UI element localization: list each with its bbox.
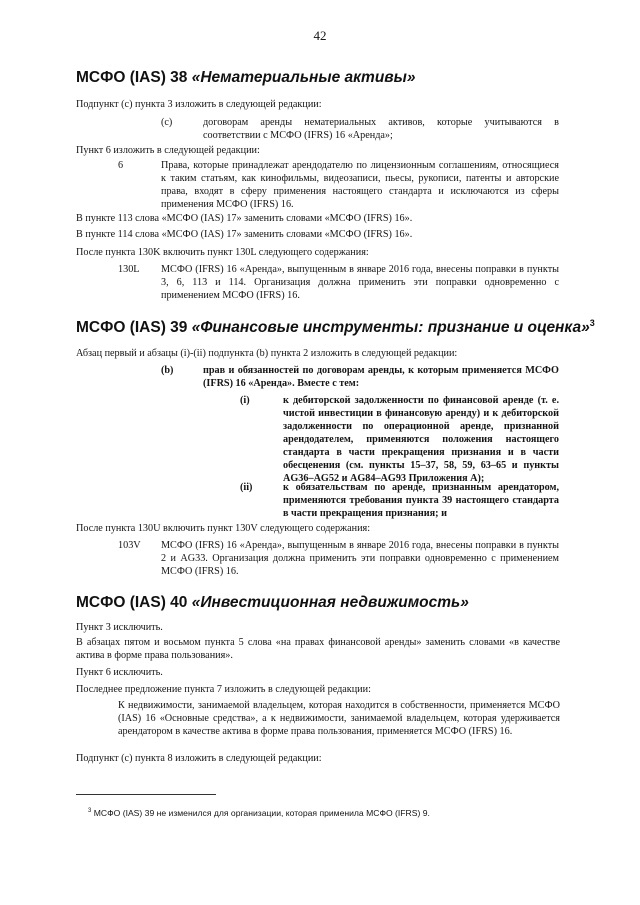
footnote-divider (76, 794, 216, 795)
page-number: 42 (313, 28, 327, 43)
section-heading-ias38 (76, 69, 416, 87)
paragraph: После пункта 130U включить пункт 130V следующего содержания: (76, 523, 371, 534)
paragraph: Пункт 6 исключить. (76, 667, 163, 678)
item-text: договорам аренды нематериальных активов, которые учитываются в соответствии с МСФО (IFRS) 16 «Аренда»; (203, 117, 559, 141)
paragraph: Подпункт (c) пункта 3 изложить в следующей редакции: (76, 99, 322, 110)
paragraph: Абзац первый и абзацы (i)-(ii) подпункта (b) пункта 2 изложить в следующей редакции: (76, 348, 458, 359)
item-label: (c) (161, 117, 173, 128)
paragraph: После пункта 130K включить пункт 130L следующего содержания: (76, 247, 369, 258)
footnote-marker: 3 (88, 808, 92, 814)
quoted-text: К недвижимости, занимаемой владельцем, которая находится в собственности, применяется МСФО (IAS) 16 «Основные средства», а к недвижимости, занимаемой владельцем, которая удерживается арендатором в качестве актива в форме права пользования, применяется МСФО (IFRS) 16. (118, 700, 560, 737)
paragraph: В пункте 114 слова «МСФО (IAS) 17» заменить словами «МСФО (IFRS) 16». (76, 229, 413, 240)
item-label: 103V (118, 540, 141, 551)
item-text: Права, которые принадлежат арендодателю по лицензионным соглашениям, относящиеся к таким статьям, как кинофильмы, видеозаписи, пьесы, рукописи, патенты и авторские права, входят в сферу применения настоящего стандарта и исключаются из сферы применения МСФО (IFRS) 16. (161, 160, 559, 210)
paragraph: Последнее предложение пункта 7 изложить в следующей редакции: (76, 684, 371, 695)
section-heading-ias39 (76, 318, 595, 337)
section-heading-ias40 (76, 594, 469, 612)
item-text: прав и обязанностей по договорам аренды, к которым применяется МСФО (IFRS) 16 «Аренда». Вместе с тем: (203, 365, 559, 389)
item-label: (i) (240, 395, 250, 406)
paragraph: Пункт 3 исключить. (76, 622, 163, 633)
item-text: к обязательствам по аренде, признанным арендатором, применяются требования пункта 39 настоящего стандарта в части прекращения признания; и (283, 482, 559, 519)
heading-topic: «Нематериальные активы» (191, 69, 416, 86)
item-text: МСФО (IFRS) 16 «Аренда», выпущенным в январе 2016 года, внесены поправки в пункты 2 и AG33. Организация должна применить эти поправки одновременно с применением МСФО (IFRS) 16. (161, 540, 559, 577)
item-label: 130L (118, 264, 140, 275)
item-text: к дебиторской задолженности по финансовой аренде (т. е. чистой инвестиции в финансовую аренду) и к дебиторской задолженности по операционной аренде, признанной арендодателем, применяются положения настоящего стандарта в части прекращения признания и в части обесценения (см. пункты 15–37, 58, 59, 63–65 и пункты AG36–AG52 и AG84–AG93 Приложения A); (283, 395, 559, 484)
item-label: (b) (161, 365, 174, 376)
footnote-ref: 3 (589, 318, 595, 328)
heading-standard: МСФО (IAS) 40 (76, 594, 188, 611)
item-text: МСФО (IFRS) 16 «Аренда», выпущенным в январе 2016 года, внесены поправки в пункты 3, 6, 113 и 114. Организация должна применить эти поправки одновременно с применением МСФО (IFRS) 16. (161, 264, 559, 301)
heading-topic: «Финансовые инструменты: признание и оценка» (191, 319, 590, 337)
heading-standard: МСФО (IAS) 39 (76, 319, 188, 337)
item-label: 6 (118, 160, 124, 171)
heading-topic: «Инвестиционная недвижимость» (191, 594, 469, 611)
heading-standard: МСФО (IAS) 38 (76, 69, 188, 86)
paragraph: В пункте 113 слова «МСФО (IAS) 17» заменить словами «МСФО (IFRS) 16». (76, 213, 413, 224)
footnote-text: МСФО (IAS) 39 не изменился для организации, которая применила МСФО (IFRS) 9. (93, 807, 430, 818)
item-label: (ii) (240, 482, 253, 493)
paragraph: Пункт 6 изложить в следующей редакции: (76, 145, 260, 156)
paragraph: Подпункт (c) пункта 8 изложить в следующей редакции: (76, 753, 322, 764)
paragraph: В абзацах пятом и восьмом пункта 5 слова «на правах финансовой аренды» заменить словами «в качестве актива в форме права пользования». (76, 637, 560, 661)
footnote (88, 806, 430, 819)
